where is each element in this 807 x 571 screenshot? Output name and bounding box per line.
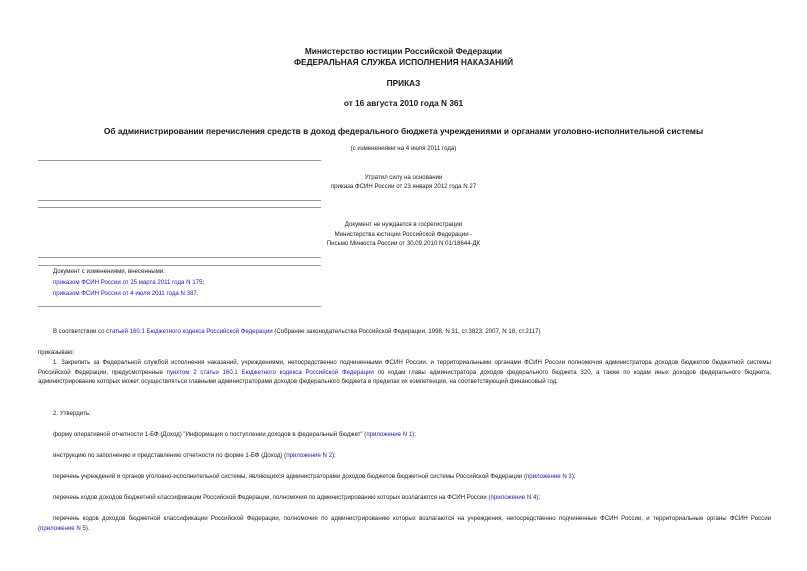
appendix-4-link[interactable]: приложение N 4 — [490, 494, 537, 501]
changes-item-1 — [53, 279, 204, 287]
list-item-suffix: ); — [571, 473, 576, 480]
preamble-text-b: (Собрание законодательства Российской Федерации, 1998, N 31, ст.3823; 2007, N 18, ст.2117) — [272, 328, 541, 335]
list-item-suffix: ); — [536, 494, 541, 501]
paragraph-1-text-b: по кодам главы администратора доходов федерального бюджета 320, а также по кодам иных доходов федерального бюджета, администрирование которых может осуществляться главными администраторами доходов федерального бюджета в пределах их компетенции, на соответствующий финансовый год. — [38, 368, 771, 385]
list-item-suffix: ); — [412, 431, 416, 438]
list-item-text: перечень кодов доходов бюджетной классификации Российской Федерации, полномочия по администрированию которых возлагаются на ФСИН России ( — [53, 494, 491, 501]
divider — [38, 160, 321, 161]
registration-line-1: Документ не нуждается в госрегистрации — [344, 221, 463, 228]
list-item — [53, 430, 416, 440]
list-item-text: перечень кодов доходов бюджетной классификации Российской Федерации, полномочия по администрированию которых возлагаются на учреждения, непосредственно подчиненные ФСИН России, и территориальные органы ФСИН России ( — [38, 515, 771, 532]
divider — [38, 306, 321, 307]
changes-item-2 — [53, 290, 198, 298]
list-item-text: перечень учреждений и органов уголовно-исполнительной системы, являющихся администраторами доходов бюджетов бюджетной системы Российской Федерации ( — [53, 473, 526, 480]
ministry-name: Министерство юстиции Российской Федерации — [304, 46, 503, 56]
changes-link-1[interactable]: приказом ФСИН России от 25 марта 2011 года N 175 — [53, 279, 203, 286]
changes-label: Документ с изменениями, внесенными: — [53, 268, 165, 275]
paragraph-1-link[interactable]: пунктом 2 статьи 160.1 Бюджетного кодекса Российской Федерации — [166, 368, 374, 376]
appendix-3-link[interactable]: приложение N 3 — [525, 473, 572, 480]
doc-date: от 16 августа 2010 года N 361 — [343, 98, 464, 108]
registration-line-2: Министерства юстиции Российской Федерации - — [334, 231, 473, 238]
registration-line-3: Письмо Минюста России от 30.09.2010 N 01/18644-ДК — [326, 240, 481, 247]
list-item-text: инструкцию по заполнению и представлению отчетности по форме 1-БФ (Доход) ( — [53, 452, 287, 459]
order-word: приказываю: — [38, 349, 75, 356]
appendix-2-link[interactable]: приложение N 2 — [286, 452, 333, 459]
service-name: ФЕДЕРАЛЬНАЯ СЛУЖБА ИСПОЛНЕНИЯ НАКАЗАНИЙ — [293, 57, 514, 67]
appendix-1-link[interactable]: приложение N 1 — [366, 431, 413, 438]
changes-link-1-suffix: ; — [202, 279, 205, 286]
paragraph-2: 2. Утвердить: — [53, 410, 91, 417]
changes-link-2-suffix: . — [196, 290, 199, 297]
list-item — [53, 451, 336, 461]
divider — [38, 257, 321, 258]
paragraph-1-text-a: 1. Закрепить за Федеральной службой исполнения наказаний, учреждениями, непосредственно подчиненными ФСИН России, и территориальными органами ФСИН России полномочия администратора доходов бюджетов бюджетной системы Российской Федерации, предусмотренные — [38, 359, 771, 376]
list-item — [53, 472, 576, 482]
preamble — [53, 327, 541, 337]
doc-title: Об администрировании перечисления средств в доход федерального бюджета учреждениями и органами уголовно-исполнительной системы — [103, 126, 704, 136]
lost-force-line-2: приказа ФСИН России от 23 января 2012 года N 27 — [330, 183, 477, 190]
list-item-suffix: ); — [332, 452, 336, 459]
list-item-suffix: ). — [85, 524, 90, 532]
divider — [38, 200, 321, 201]
appendix-5-link[interactable]: приложение N 5 — [40, 524, 86, 532]
list-item-text: форму оперативной отчетности 1-БФ (Доход) "Информация о поступлении доходов в федеральный бюджет" ( — [53, 431, 367, 438]
paragraph-1 — [38, 358, 771, 387]
list-item — [38, 514, 771, 533]
divider — [38, 207, 321, 208]
preamble-law-link[interactable]: статьей 160.1 Бюджетного кодекса Российской Федерации — [106, 328, 273, 335]
list-item — [53, 493, 540, 503]
changes-link-2[interactable]: приказом ФСИН России от 4 июля 2011 года N 387 — [53, 290, 197, 297]
edition-note: (с изменениями на 4 июля 2011 года) — [350, 145, 457, 152]
lost-force-line-1: Утратил силу на основании — [364, 174, 443, 181]
doc-type: ПРИКАЗ — [386, 78, 421, 88]
preamble-text-a: В соответствии со — [53, 328, 107, 335]
divider — [38, 265, 321, 266]
